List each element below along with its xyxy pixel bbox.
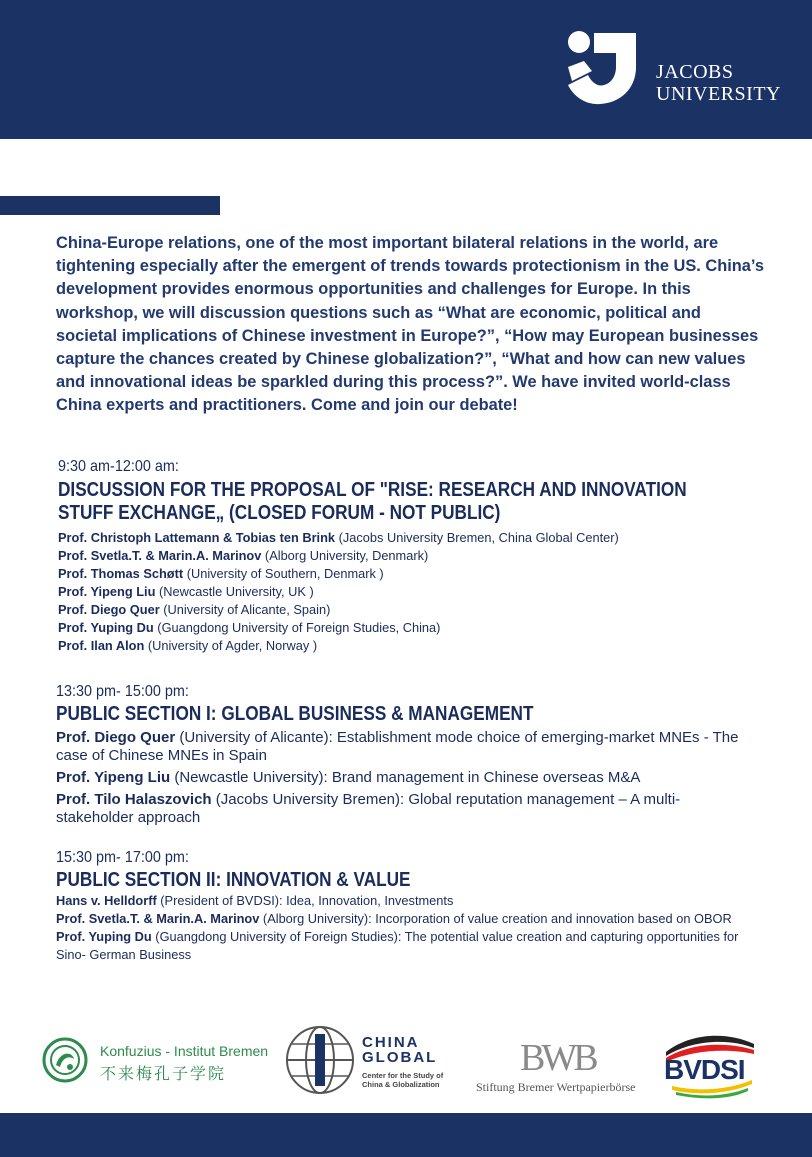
speaker-name: Prof. Thomas Schøtt xyxy=(58,566,184,581)
session-2-speakers xyxy=(56,729,756,831)
speaker-detail: (Alborg University, Denmark) xyxy=(261,548,429,563)
speaker-item xyxy=(58,601,758,619)
speaker-name: Hans v. Helldorff xyxy=(56,893,157,908)
speaker-detail: (Newcastle University): Brand management in Chinese overseas M&A xyxy=(170,769,641,786)
china-global-sub-1: Center for the Study of xyxy=(362,1071,444,1080)
speaker-item xyxy=(56,892,756,910)
speaker-detail: (Jacobs University Bremen): Global reputation management – A multi-stakeholder approach xyxy=(56,791,681,826)
china-global-line-2: GLOBAL xyxy=(362,1049,438,1066)
speaker-item xyxy=(58,583,758,601)
session-1-title-line-1: DISCUSSION FOR THE PROPOSAL OF "RISE: RESEARCH AND INNOVATION xyxy=(58,479,687,501)
speaker-name: Prof. Yipeng Liu xyxy=(58,584,156,599)
session-3-title: PUBLIC SECTION II: INNOVATION & VALUE xyxy=(56,869,411,891)
intro-paragraph: China-Europe relations, one of the most important bilateral relations in the world, are tightening especially after the emergent of trends towards protectionism in the US. China’s development provides enormous opportunities and challenges for Europe. In this workshop, we will discussion questions such as “What are economic, political and societal implications of Chinese investment in Europe?”, “How may European businesses capture the chances created by Chinese globalization?”, “What and how can new values and innovational ideas be sparkled during this process?”. We have invited world-class China experts and practitioners. Come and join our debate! xyxy=(56,234,764,415)
speaker-name: Prof. Diego Quer xyxy=(58,602,160,617)
speaker-item xyxy=(58,565,758,583)
speaker-item xyxy=(58,619,758,637)
konfuzius-emblem-icon xyxy=(42,1037,88,1083)
speaker-item xyxy=(58,529,758,547)
speaker-item xyxy=(56,910,756,928)
bvdsi-name: BVDSI xyxy=(664,1054,745,1085)
session-3-time: 15:30 pm- 17:00 pm: xyxy=(56,849,189,866)
speaker-name: Prof. Yuping Du xyxy=(56,929,152,944)
speaker-item xyxy=(56,769,756,787)
speaker-detail: (Guangdong University of Foreign Studies, China) xyxy=(153,620,441,635)
speaker-detail: (President of BVDSI): Idea, Innovation, Investments xyxy=(156,893,454,908)
bwb-mark: BWB xyxy=(520,1037,595,1079)
china-global-name xyxy=(362,1035,437,1065)
speaker-detail: (University of Agder, Norway ) xyxy=(144,638,318,653)
speaker-name: Prof. Diego Quer xyxy=(56,729,176,746)
speaker-item xyxy=(56,791,756,827)
session-1-title xyxy=(58,479,687,525)
session-1-speakers xyxy=(58,529,758,655)
speaker-detail: (Jacobs University Bremen, China Global Center) xyxy=(335,530,619,545)
speaker-detail: (University of Alicante, Spain) xyxy=(159,602,331,617)
speaker-item xyxy=(56,928,756,964)
speaker-detail: (University of Alicante): Establishment mode choice of emerging-market MNEs - The case of Chinese MNEs in Spain xyxy=(56,729,739,764)
bvdsi-logo xyxy=(662,1030,758,1100)
china-global-subtitle xyxy=(362,1071,443,1089)
konfuzius-name: Konfuzius - Institut Bremen xyxy=(100,1043,269,1059)
session-1-title-line-2: STUFF EXCHANGE„ (CLOSED FORUM - NOT PUBLIC) xyxy=(58,502,501,524)
footer-banner xyxy=(0,1113,812,1157)
speaker-name: Prof. Svetla.T. & Marin.A. Marinov xyxy=(56,911,260,926)
session-2-title: PUBLIC SECTION I: GLOBAL BUSINESS & MANAGEMENT xyxy=(56,703,534,725)
speaker-name: Prof. Yipeng Liu xyxy=(56,769,171,786)
bwb-name: Stiftung Bremer Wertpapierbörse xyxy=(476,1080,636,1094)
china-global-sub-2: China & Globalization xyxy=(362,1080,440,1089)
speaker-name: Prof. Christoph Lattemann & Tobias ten Brink xyxy=(58,530,336,545)
speaker-name: Prof. Ilan Alon xyxy=(58,638,145,653)
session-3-speakers xyxy=(56,892,756,964)
china-global-logo xyxy=(284,1024,459,1096)
logo-line-2: UNIVERSITY xyxy=(656,83,781,105)
konfuzius-chinese-name: 不来梅孔子学院 xyxy=(100,1064,227,1083)
speaker-name: Prof. Svetla.T. & Marin.A. Marinov xyxy=(58,548,262,563)
speaker-item xyxy=(56,729,756,765)
jacobs-university-wordmark xyxy=(656,61,781,105)
speaker-name: Prof. Yuping Du xyxy=(58,620,154,635)
session-2-time: 13:30 pm- 15:00 pm: xyxy=(56,683,189,700)
logo-line-1: JACOBS xyxy=(656,61,734,83)
speaker-detail: (Newcastle University, UK ) xyxy=(155,584,314,599)
header-banner xyxy=(0,0,812,139)
accent-bar xyxy=(0,196,220,215)
jacobs-logo-icon xyxy=(562,27,640,105)
globe-icon xyxy=(284,1024,356,1096)
speaker-item xyxy=(58,547,758,565)
session-1-time: 9:30 am-12:00 am: xyxy=(58,458,179,475)
china-global-line-1: CHINA xyxy=(362,1034,420,1051)
bwb-logo xyxy=(474,1038,654,1096)
konfuzius-logo xyxy=(42,1033,277,1088)
speaker-name: Prof. Tilo Halaszovich xyxy=(56,791,212,808)
speaker-detail: (Alborg University): Incorporation of value creation and innovation based on OBOR xyxy=(259,911,732,926)
speaker-item xyxy=(58,637,758,655)
speaker-detail: (Guangdong University of Foreign Studies): The potential value creation and capturing opportunities for Sino- German Business xyxy=(56,929,739,962)
speaker-detail: (University of Southern, Denmark ) xyxy=(183,566,384,581)
